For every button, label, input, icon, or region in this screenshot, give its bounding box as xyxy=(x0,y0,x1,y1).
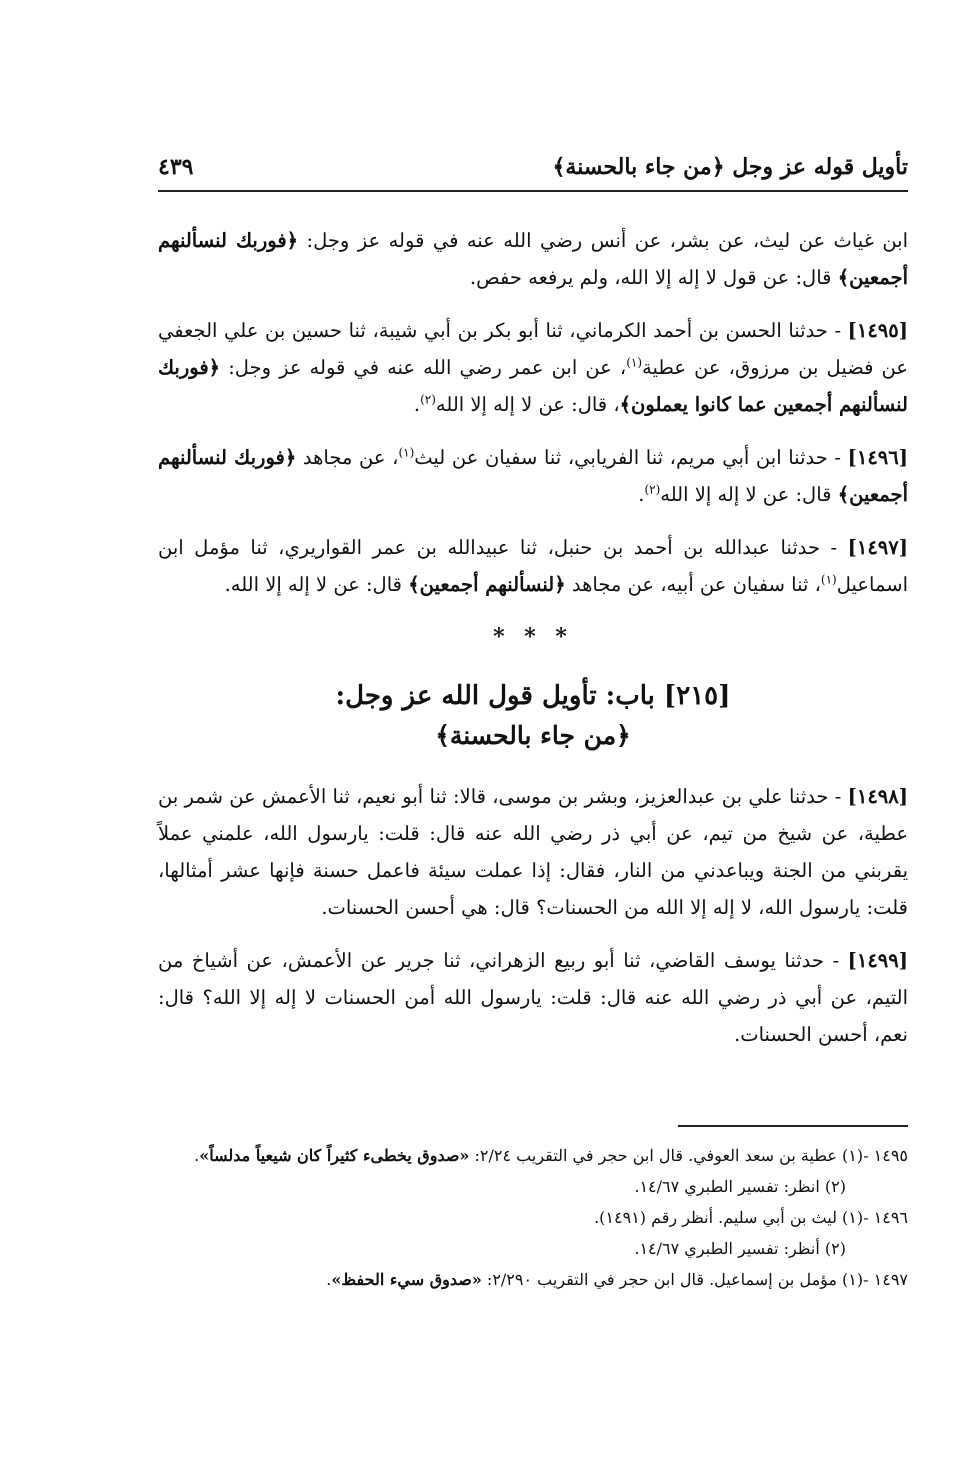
page-number: ٤٣٩ xyxy=(158,154,194,180)
text-run: ابن غياث عن ليث، عن بشر، عن أنس رضي الله عنه في قوله عز وجل: xyxy=(298,229,909,252)
footnote-tail: . xyxy=(194,1146,200,1165)
footnote-text: ١٤٩٥ -(١) عطية بن سعد العوفي. قال ابن حجر في التقريب ٢/٢٤: xyxy=(469,1146,908,1165)
hadith-number: [١٤٩٧] xyxy=(847,536,908,559)
footnote-ref: (٢) xyxy=(420,392,436,407)
hadith-number: [١٤٩٦] xyxy=(847,446,908,469)
footnote xyxy=(158,1233,908,1264)
footnote xyxy=(158,1264,908,1295)
text-run: قال: عن لا إله إلا الله. xyxy=(224,573,409,596)
text-run: - حدثنا علي بن عبدالعزيز، وبشر بن موسى، قالا: ثنا أبو نعيم، ثنا الأعمش عن شمر بن عطية، عن شيخ من تيم، عن أبي ذر رضي الله عنه قال: قلت: يارسول الله، علمني عملاً يقربني من الجنة ويباعدني من النار، فقال: إذا عملت سيئة فاعمل حسنة فإنها عشر أمثالها، قلت: يارسول الله، لا إله إلا الله من الحسنات؟ قال: هي أحسن الحسنات. xyxy=(158,785,908,919)
text-run: - حدثنا يوسف القاضي، ثنا أبو ربيع الزهراني، ثنا جرير عن الأعمش، عن أشياخ من التيم، عن أبي ذر رضي الله عنه قال: قلت: يارسول الله أمن الحسنات لا إله إلا الله؟ قال: نعم، أحسن الحسنات. xyxy=(158,949,908,1046)
text-run: ، عن مجاهد xyxy=(296,446,399,469)
chapter-title: [٢١٥] باب: تأويل قول الله عز وجل: xyxy=(335,681,731,711)
hadith-number: [١٤٩٩] xyxy=(847,949,908,972)
footnote xyxy=(158,1202,908,1233)
footnote-ref: (١) xyxy=(626,355,643,370)
page-header xyxy=(158,150,908,192)
hadith-1499 xyxy=(158,942,908,1053)
quran-quote: ﴿فوربك لنسألنهم أجمعين﴾ xyxy=(158,446,908,506)
hadith-number: [١٤٩٥] xyxy=(847,319,908,342)
text-run: - حدثنا الحسن بن أحمد الكرماني، ثنا أبو بكر بن أبي شيبة، ثنا حسين بن علي الجعفي عن فضيل بن مرزوق، عن عطية xyxy=(158,319,908,379)
text-run: قال: عن لا إله إلا الله xyxy=(660,483,838,506)
text-run: ، ثنا سفيان عن أبيه، عن مجاهد xyxy=(565,573,821,596)
text-run: قال: عن قول لا إله إلا الله، ولم يرفعه حفص. xyxy=(469,266,838,289)
footnote-tail: . xyxy=(326,1270,332,1289)
hadith-1496 xyxy=(158,439,908,513)
footnote xyxy=(158,1171,908,1202)
text-run: ، قال: عن لا إله إلا الله xyxy=(435,393,620,416)
hadith-number: [١٤٩٨] xyxy=(847,785,908,808)
text-run: ، عن ابن عمر رضي الله عنه في قوله عز وجل: xyxy=(220,356,627,379)
footnote-text: ١٤٩٦ -(١) ليث بن أبي سليم. أنظر رقم (١٤٩١). xyxy=(594,1208,908,1227)
quran-quote: ﴿فوربك لنسألنهم أجمعين﴾ xyxy=(158,229,908,289)
footnote-quote: «صدوق سيء الحفظ» xyxy=(331,1270,482,1289)
hadith-1495 xyxy=(158,312,908,423)
main-text xyxy=(158,222,908,1069)
text-run: - حدثنا ابن أبي مريم، ثنا الفريابي، ثنا سفيان عن ليث xyxy=(414,446,848,469)
footnote-ref: (٢) xyxy=(644,482,661,497)
footnote-text: ١٤٩٧ -(١) مؤمل بن إسماعيل. قال ابن حجر في التقريب ٢/٢٩٠: xyxy=(481,1270,908,1289)
footnote-ref: (١) xyxy=(398,445,415,460)
paragraph-continuation xyxy=(158,222,908,296)
footnotes xyxy=(158,1140,908,1295)
footnote-text: (٢) انظر: تفسير الطبري ١٤/٦٧. xyxy=(634,1177,846,1196)
footnote-divider xyxy=(678,1125,908,1127)
hadith-1498 xyxy=(158,778,908,926)
section-separator: * * * xyxy=(493,624,573,650)
text-run: . xyxy=(638,483,645,506)
running-title: تأويل قوله عز وجل ﴿من جاء بالحسنة﴾ xyxy=(552,154,908,180)
quran-quote: ﴿فوربك لنسألنهم أجمعين عما كانوا يعملون﴾ xyxy=(158,356,908,416)
footnote-quote: «صدوق يخطىء كثيراً كان شيعياً مدلساً» xyxy=(199,1146,470,1165)
footnote-text: (٢) أنظر: تفسير الطبري ١٤/٦٧. xyxy=(634,1239,846,1258)
text-run: - حدثنا عبدالله بن أحمد بن حنبل، ثنا عبيدالله بن عمر القواريري، ثنا مؤمل ابن اسماعيل xyxy=(158,536,908,596)
footnote xyxy=(158,1140,908,1171)
chapter-subtitle: ﴿من جاء بالحسنة﴾ xyxy=(435,721,631,750)
quran-quote: ﴿لنسألنهم أجمعين﴾ xyxy=(408,573,566,596)
footnote-ref: (١) xyxy=(820,572,837,587)
text-run: . xyxy=(413,393,421,416)
hadith-1497 xyxy=(158,529,908,603)
